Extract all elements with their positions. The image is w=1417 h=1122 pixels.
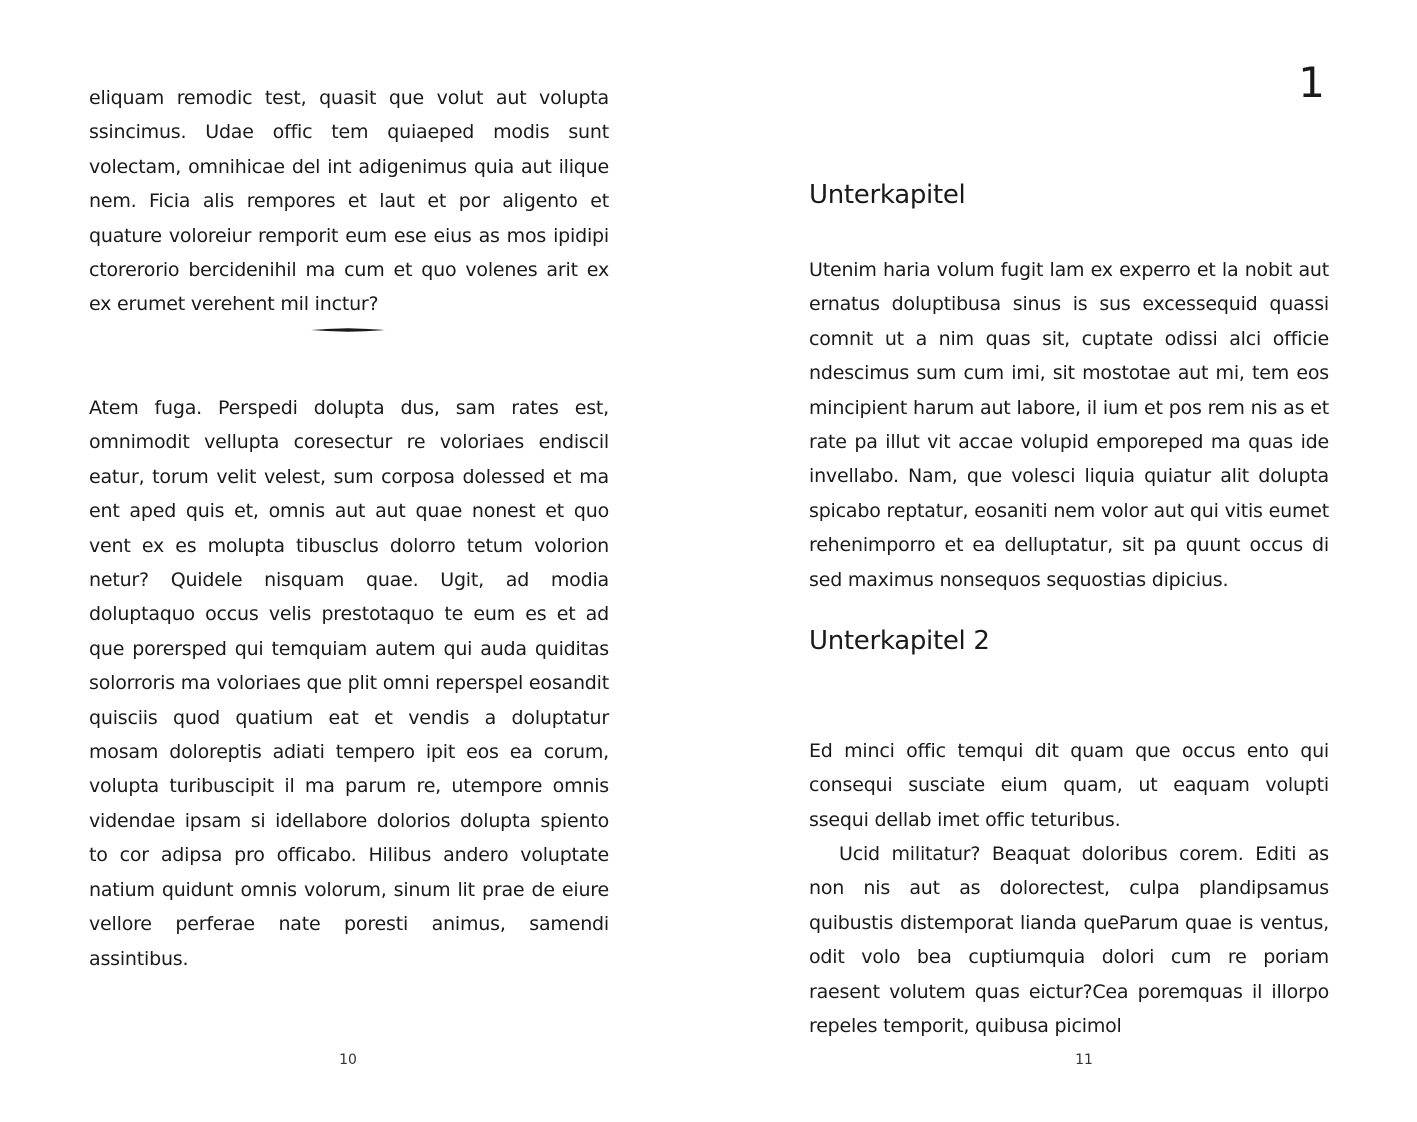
page-number: 10 xyxy=(339,1052,357,1068)
chapter-number: 1 xyxy=(1298,58,1325,107)
body-paragraph: Ucid militatur? Beaquat doloribus corem. Editi as non nis aut as dolorectest, culpa plandipsamus quibustis distemporat lianda queParum quae is ventus, odit volo bea cuptiumquia dolori cum re poriam raesent volutem quas eictur?Cea poremquas il illorpo repeles temporit, quibusa picimol xyxy=(809,843,1329,1038)
left-page xyxy=(0,0,708,1122)
section-heading: Unterkapitel xyxy=(809,180,966,210)
body-paragraph: Ed minci offic temqui dit quam que occus ento qui consequi susciate eium quam, ut eaquam volupti ssequi dellab imet offic teturibus. xyxy=(809,740,1329,831)
decorative-rule-icon xyxy=(311,325,385,335)
page-number: 11 xyxy=(1075,1052,1093,1068)
section-heading: Unterkapitel 2 xyxy=(809,626,990,656)
body-paragraph: Utenim haria volum fugit lam ex experro et la nobit aut ernatus doluptibusa sinus is sus excessequid quassi comnit ut a nim quas sit, cuptate odissi alci officie ndescimus sum cum imi, sit mostotae aut mi, tem eos mincipient harum aut labore, il ium et pos rem nis as et rate pa illut vit accae volupid emporeped ma quas ide invellabo. Nam, que volesci liquia quiatur alit dolupta spicabo reptatur, eosaniti nem volor aut qui vitis eumet rehenimporro et ea delluptatur, sit pa quunt occus di sed maximus nonsequos sequostias dipicius. xyxy=(809,259,1329,591)
body-paragraph: Atem fuga. Perspedi dolupta dus, sam rates est, omnimodit vellupta coresectur re voloriaes endiscil eatur, torum velit velest, sum corposa dolessed et ma ent aped quis et, omnis aut aut quae nonest et quo vent ex es molupta tibusclus dolorro tetum volorion netur? Quidele nisquam quae. Ugit, ad modia doluptaquo occus velis prestotaquo te eum es et ad que porersped qui temquiam autem qui auda quiditas solorroris ma voloriaes que plit omni reperspel eosandit quisciis quod quatium eat et vendis a doluptatur mosam doloreptis adiati tempero ipit eos ea corum, volupta turibuscipit il ma parum re, utempore omnis videndae ipsam si idellabore dolorios dolupta spiento to cor adipsa pro officabo. Hilibus andero voluptate natium quidunt omnis volorum, sinum lit prae de eiure vellore perferae nate poresti animus, samendi assintibus. xyxy=(89,397,609,970)
right-page xyxy=(708,0,1417,1122)
body-paragraph: eliquam remodic test, quasit que volut aut volupta ssincimus. Udae offic tem quiaeped modis sunt volectam, omnihicae del int adigenimus quia aut ilique nem. Ficia alis rempores et laut et por aligento et quature voloreiur remporit eum ese eius as mos ipidipi ctorerorio bercidenihil ma cum et quo volenes arit ex ex erumet verehent mil inctur? xyxy=(89,87,609,316)
